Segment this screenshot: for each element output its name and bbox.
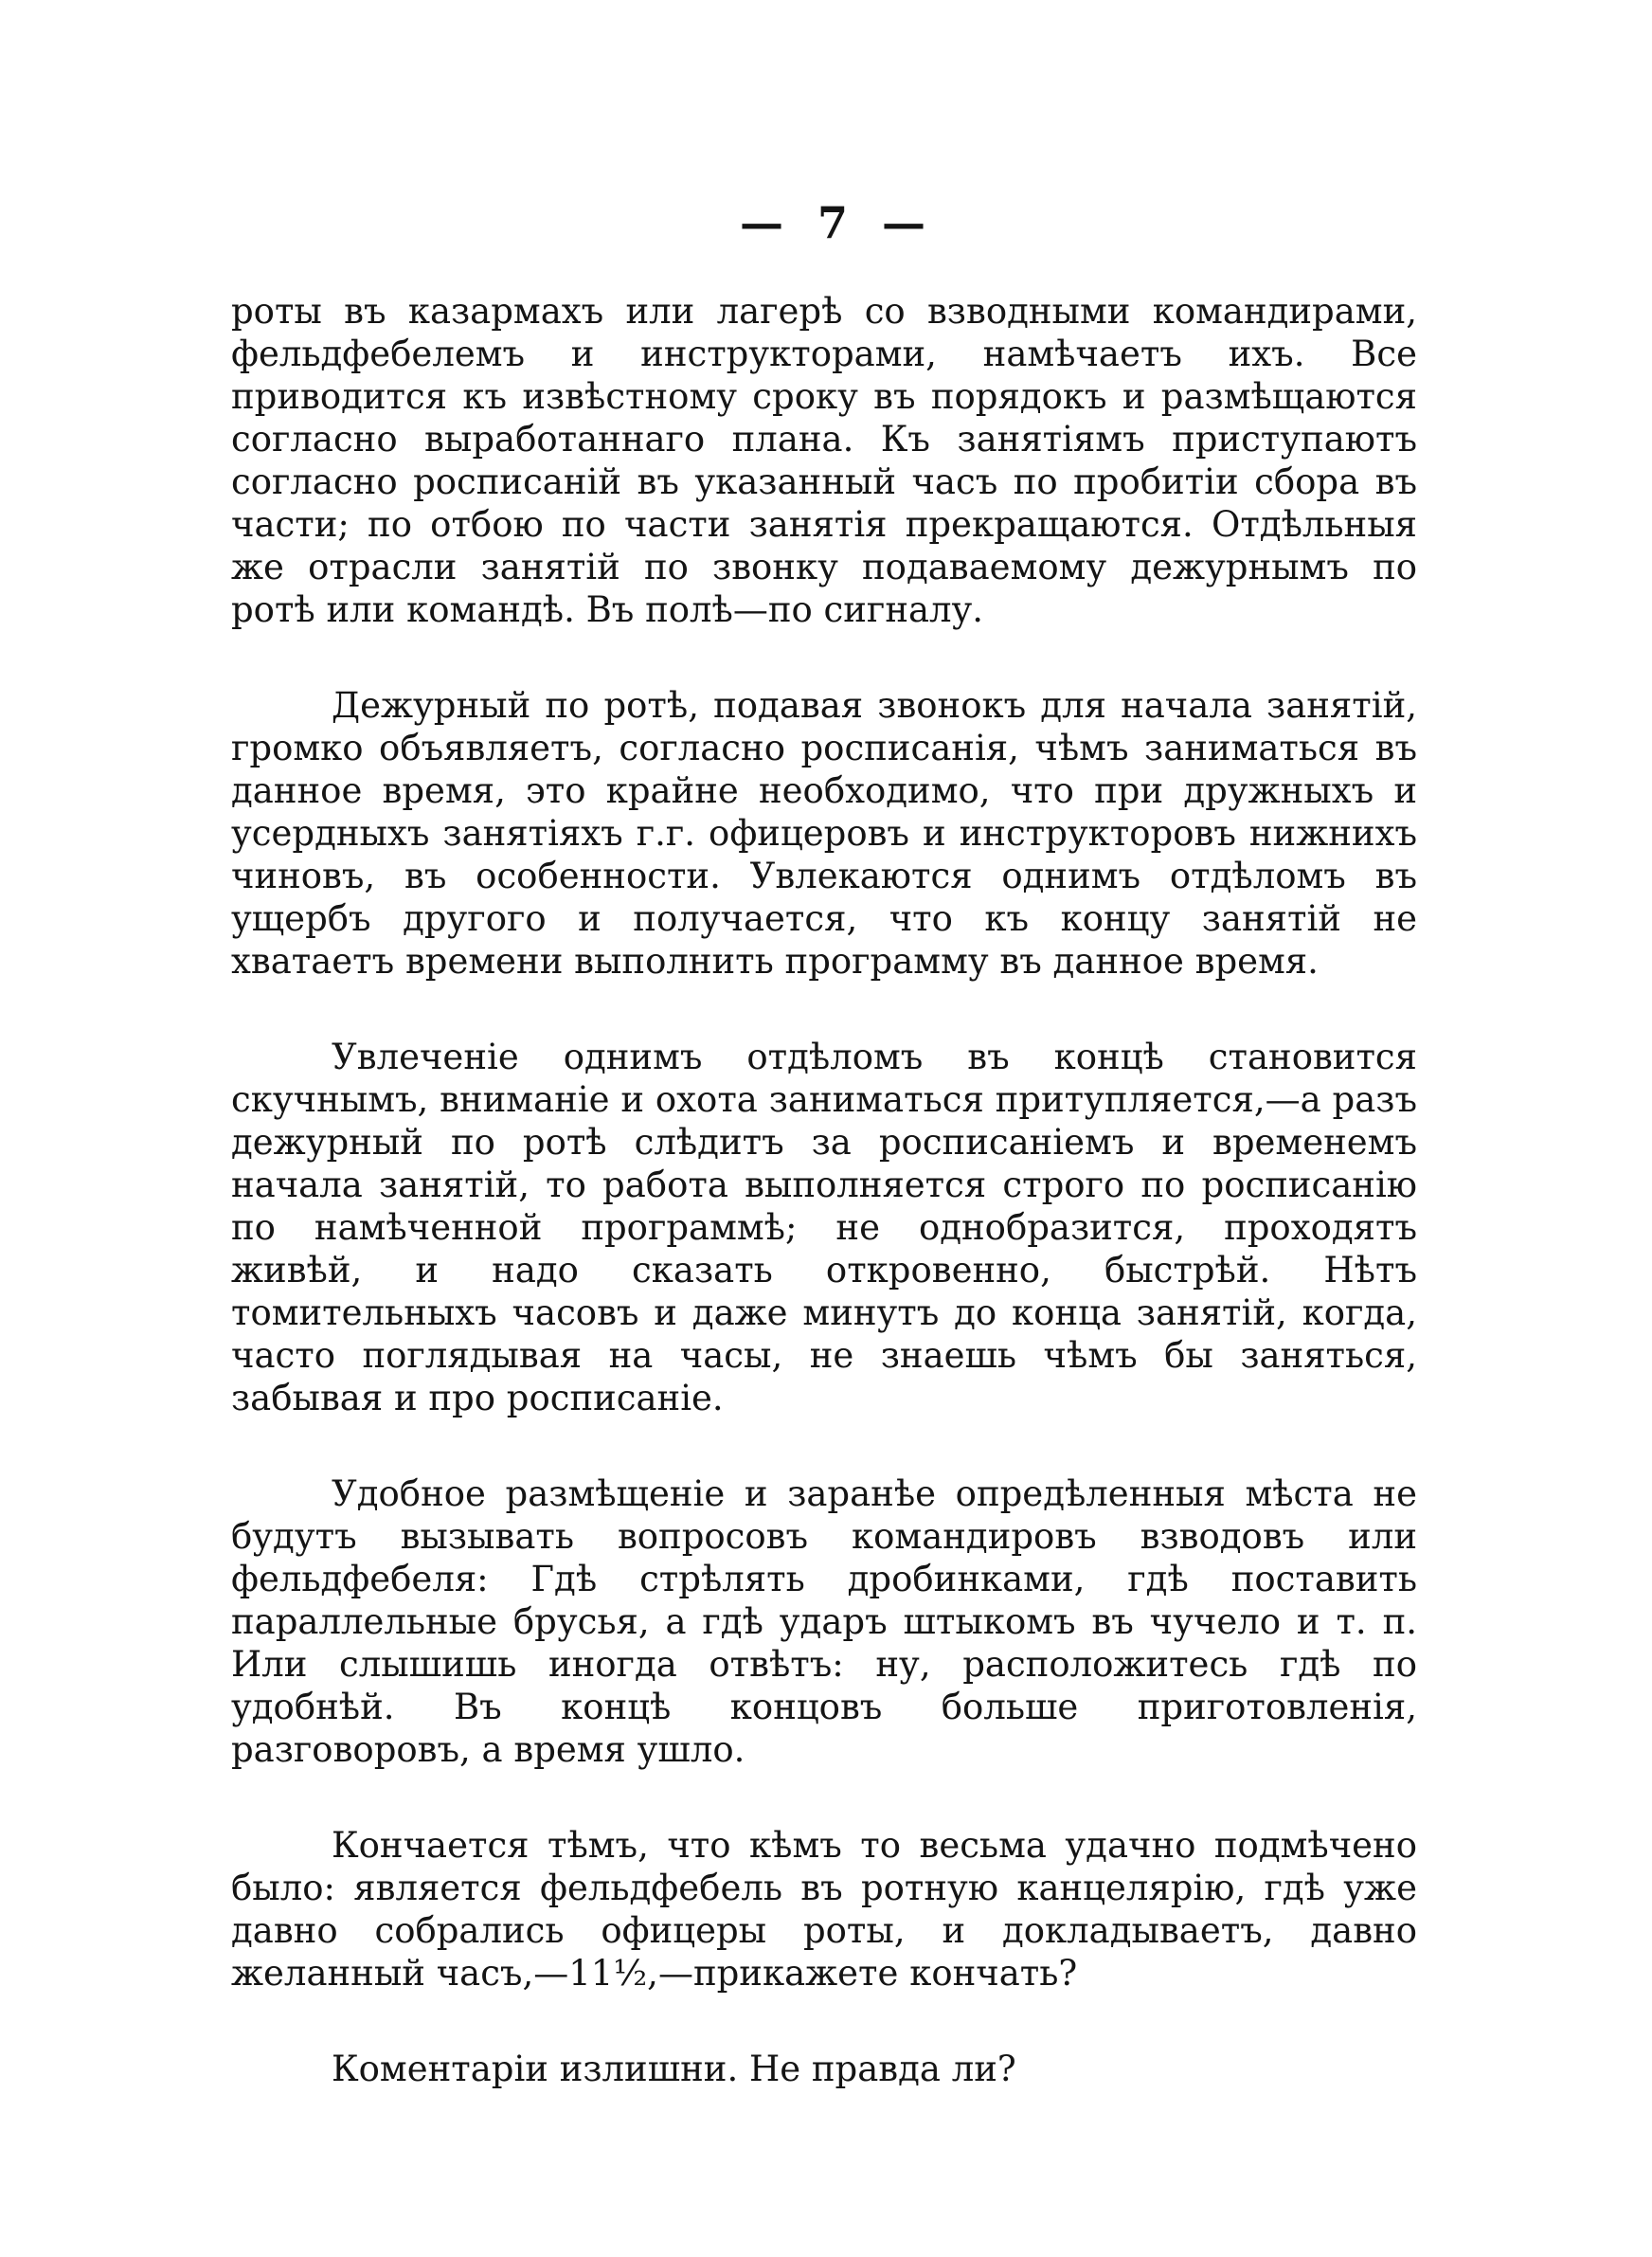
paragraph-5: Кончается тѣмъ, что кѣмъ то весьма удачно подмѣчено было: является фельдфебель въ ротную канцелярію, гдѣ уже давно собрались офицеры роты, и докладываетъ, давно желанный часъ,—11½,—прикажете кончать? bbox=[231, 1825, 1417, 1994]
paragraph-6: Коментаріи излишни. Не правда ли? bbox=[332, 2049, 1016, 2089]
paragraph-3: Увлеченіе однимъ отдѣломъ въ концѣ становится скучнымъ, вниманіе и охота заниматься притупляется,—а разъ дежурный по ротѣ слѣдитъ за росписаніемъ и временемъ начала занятій, то работа выполняется строго по росписанію по намѣченной программѣ; не однобразится, проходятъ живѣй, и надо сказать откровенно, быстрѣй. Нѣтъ томительныхъ часовъ и даже минутъ до конца занятій, когда, часто поглядывая на часы, не знаешь чѣмъ бы заняться, забывая и про росписаніе. bbox=[231, 1037, 1417, 1418]
paragraph-2: Дежурный по ротѣ, подавая звонокъ для начала занятій, громко объявляетъ, согласно росписанія, чѣмъ заниматься въ данное время, это крайне необходимо, что при дружныхъ и усердныхъ занятіяхъ г.г. офицеровъ и инструкторовъ нижнихъ чиновъ, въ особенности. Увлекаются однимъ отдѣломъ въ ущербъ другого и получается, что къ концу занятій не хватаетъ времени выполнить программу въ данное время. bbox=[231, 685, 1417, 982]
paragraph-1: роты въ казармахъ или лагерѣ со взводными командирами, фельдфебелемъ и инструкторами, намѣчаетъ ихъ. Все приводится къ извѣстному сроку въ порядокъ и размѣщаются согласно выработаннаго плана. Къ занятіямъ приступаютъ согласно росписаній въ указанный часъ по пробитіи сбора въ части; по отбою по части занятія прекращаются. Отдѣльныя же отрасли занятій по звонку подаваемому дежурнымъ по ротѣ или командѣ. Въ полѣ—по сигналу. bbox=[231, 291, 1417, 630]
paragraph-4: Удобное размѣщеніе и заранѣе опредѣленныя мѣста не будутъ вызывать вопросовъ командировъ взводовъ или фельдфебеля: Гдѣ стрѣлять дробинками, гдѣ поставить параллельные брусья, а гдѣ ударъ штыкомъ въ чучело и т. п. Или слышишь иногда отвѣтъ: ну, расположитесь гдѣ по удобнѣй. Въ концѣ концовъ больше приготовленія, разговоровъ, а время ушло. bbox=[231, 1473, 1417, 1770]
page-number: — 7 — bbox=[739, 197, 936, 248]
body-text bbox=[231, 290, 1417, 2143]
